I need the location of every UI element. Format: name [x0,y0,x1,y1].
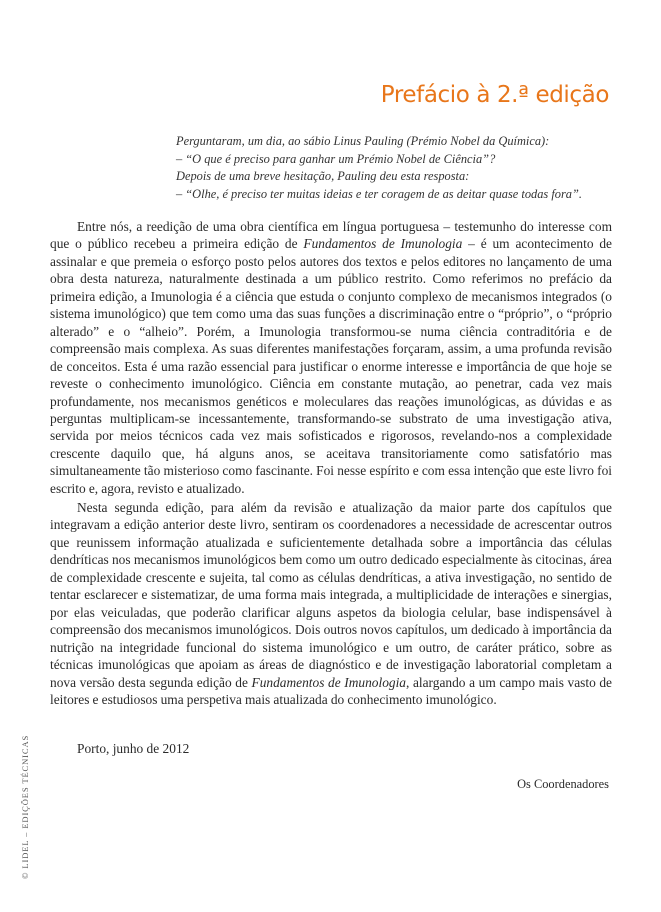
paragraph-1 [50,218,612,497]
epigraph-line: – “Olhe, é preciso ter muitas ideias e ter coragem de as deitar quase todas fora”. [176,186,582,201]
paragraph-2-text-a: Nesta segunda edição, para além da revisão e atualização da maior parte dos capítulos que integravam a edição anterior deste livro, sentiram os coordenadores a necessidade de acrescentar outros que reunissem informação atualizada e suficientemente detalhada sobre a importância das células dendríticas nos mecanismos imunológicos bem como um outro dedicado especialmente às citocinas, área de complexidade crescente e sujeita, tal como as células dendríticas, a ativa investigação, no sentido de tentar esclarecer e sistematizar, de uma forma mais integrada, a multiplicidade de interações e sinergias, por elas veiculadas, que poderão clarificar alguns aspetos da biologia celular, base indispensável à compreensão dos mecanismos imunológicos. Dois outros novos capítulos, um dedicado à importância da nutrição na integridade funcional do sistema imunológico e um outro, de caráter prático, sobre as técnicas imunológicas que apoiam as áreas de diagnóstico e de investigação laboratorial completam a nova versão desta segunda edição de [50,500,612,690]
paragraph-2-text-b: , alargando a um campo mais vasto de leitores e estudiosos uma perspetiva mais atualizada do conhecimento imunológico. [50,674,613,707]
signature: Os Coordenadores [517,777,609,791]
epigraph-line: – “O que é preciso para ganhar um Prémio Nobel de Ciência”? [176,151,496,166]
epigraph [176,133,612,203]
paragraph-1-text-a: Entre nós, a reedição de uma obra científica em língua portuguesa – testemunho do interesse com que o público recebeu a primeira edição de [50,219,612,252]
epigraph-line: Depois de uma breve hesitação, Pauling deu esta resposta: [176,169,470,184]
page-title: Prefácio à 2.ª edição [380,82,609,108]
place-date: Porto, junho de 2012 [77,741,190,756]
publisher-spine-text: © LIDEL – EDIÇÕES TÉCNICAS [20,734,30,879]
book-title-italic: Fundamentos de Imunologia [251,674,406,690]
paragraph-2 [50,499,612,708]
book-title-italic: Fundamentos de Imunologia [303,236,463,252]
epigraph-line: Perguntaram, um dia, ao sábio Linus Pauling (Prémio Nobel da Química): [176,134,550,148]
paragraph-1-text-b: – é um acontecimento de assinalar e que premeia o esforço posto pelos autores dos textos e pelos editores no lançamento de uma obra desta natureza, naturalmente destinada a um público restrito. Como referimos no prefácio da primeira edição, a Imunologia é a ciência que estuda o conjunto complexo de mecanismos integrados (o sistema imunológico) que tem como uma das suas funções a discriminação entre o “próprio”, o “próprio alterado” e o “alheio”. Porém, a Imunologia transformou-se numa ciência contraditória e de compreensão mais complexa. As suas diferentes manifestações forçaram, assim, a uma profunda revisão de conceitos. Esta é uma razão essencial para justificar o enorme interesse e importância de que hoje se reveste o conhecimento imunológico. Ciência em constante mutação, ao penetrar, cada vez mais profundamente, nos mecanismos genéticos e moleculares das reações imunológicas, as dúvidas e as perguntas multiplicam-se incessantemente, transformando-se substrato de uma investigação ativa, servida por meios técnicos cada vez mais sofisticados e rigorosos, revelando-nos a complexidade crescente daquilo que, há alguns anos, se aceitava transitoriamente como satisfatório mas simultaneamente tão misterioso como fascinante. Foi nesse espírito e com essa intenção que este livro foi escrito e, agora, revisto e atualizado. [50,236,612,496]
